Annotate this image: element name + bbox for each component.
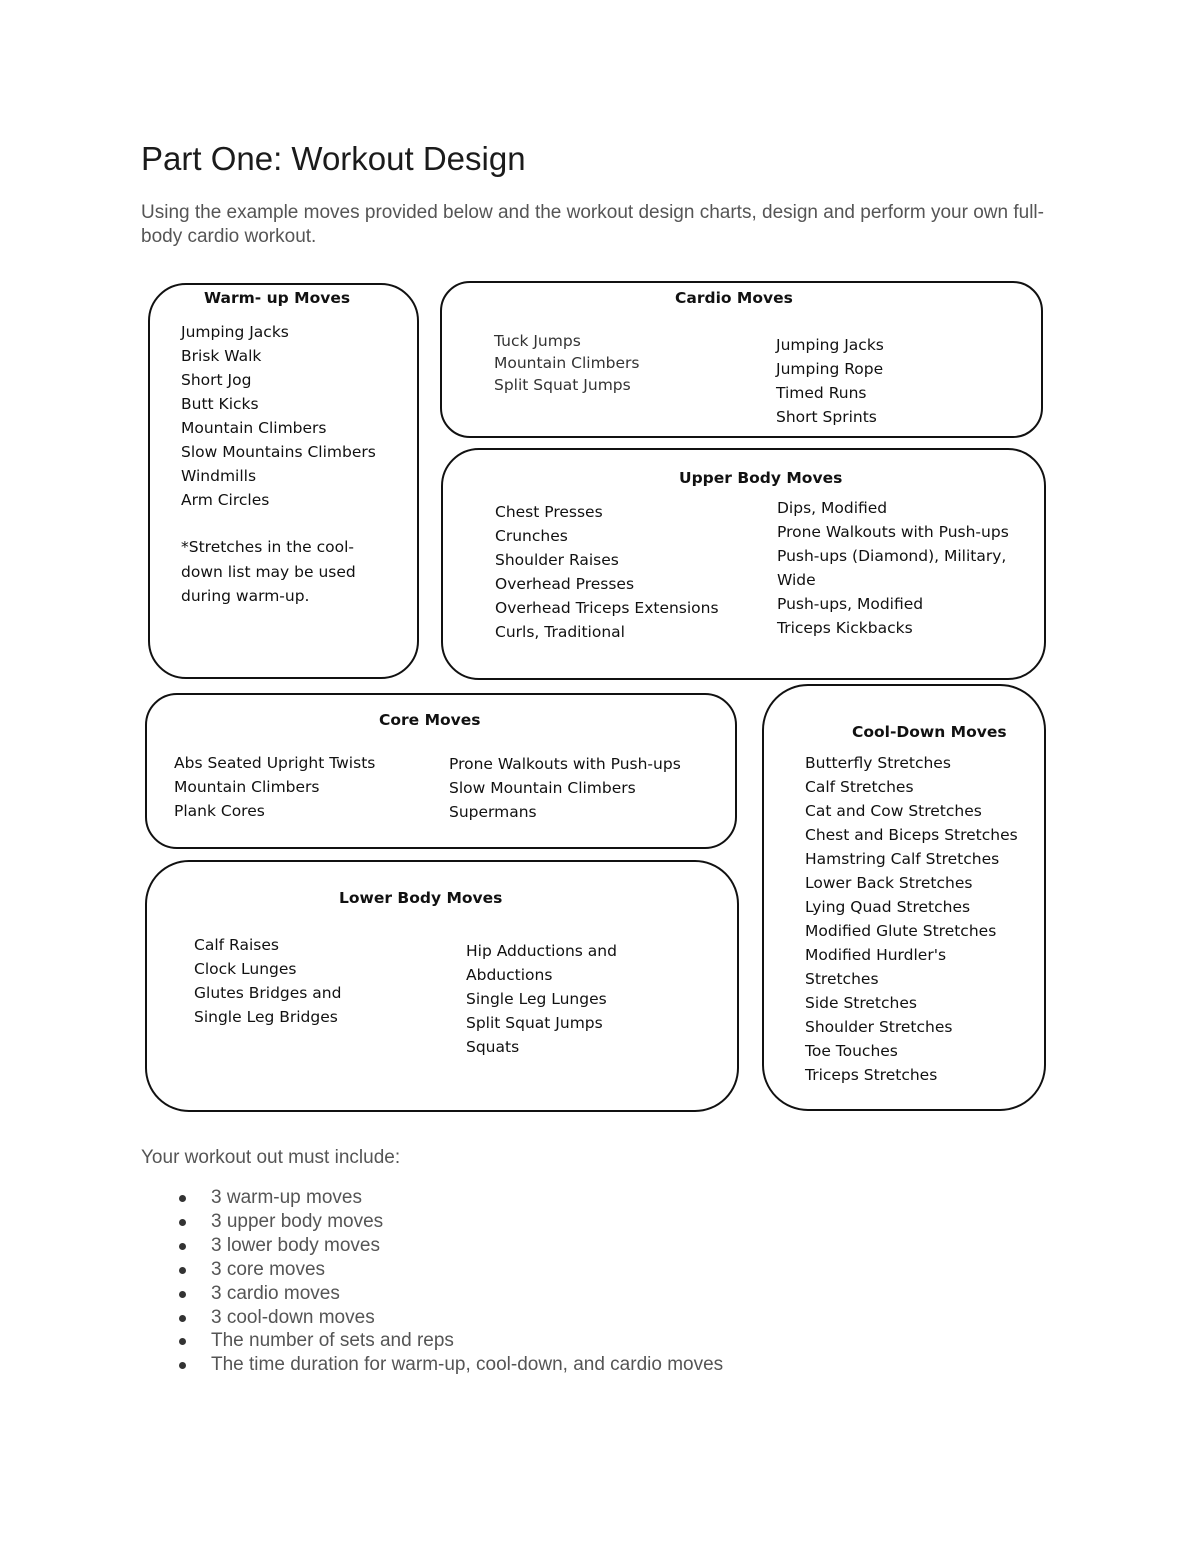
warmup-moves-list — [181, 320, 376, 512]
move-text: Stretches — [805, 970, 879, 988]
move-text: Toe Touches — [805, 1042, 898, 1060]
upper-body-moves-title: Upper Body Moves — [679, 469, 843, 487]
requirement-text: 3 lower body moves — [211, 1234, 380, 1256]
page-title: Part One: Workout Design — [141, 140, 526, 177]
move-text: Jumping Jacks — [776, 336, 884, 354]
move-item — [495, 548, 719, 572]
move-text: Slow Mountains Climbers — [181, 443, 376, 461]
move-text: Cat and Cow Stretches — [805, 802, 982, 820]
upper-body-moves-col2 — [777, 496, 1009, 640]
move-text: Triceps Kickbacks — [777, 619, 913, 637]
move-item — [777, 496, 1009, 520]
move-item — [181, 488, 376, 512]
move-text: Split Squat Jumps — [466, 1014, 603, 1032]
move-item — [181, 416, 376, 440]
requirement-item — [141, 1210, 723, 1234]
move-text: Timed Runs — [776, 384, 867, 402]
move-item — [777, 592, 1009, 616]
requirement-text: 3 cool-down moves — [211, 1306, 375, 1328]
move-item — [466, 963, 617, 987]
move-item — [181, 368, 376, 392]
move-item — [805, 751, 1018, 775]
move-text: Mountain Climbers — [181, 419, 327, 437]
move-text: Side Stretches — [805, 994, 917, 1012]
lower-body-moves-col2 — [466, 939, 617, 1059]
move-item — [495, 500, 719, 524]
move-item — [174, 751, 375, 775]
move-item — [776, 333, 884, 357]
move-item — [466, 939, 617, 963]
move-item — [466, 1011, 617, 1035]
move-item — [494, 352, 640, 374]
requirement-item — [141, 1353, 723, 1377]
core-moves-title: Core Moves — [379, 711, 481, 729]
core-moves-box — [145, 693, 737, 849]
move-item — [805, 967, 1018, 991]
move-item — [194, 957, 341, 981]
move-text: Push-ups (Diamond), Military, — [777, 547, 1007, 565]
move-item — [495, 572, 719, 596]
move-item — [495, 524, 719, 548]
core-moves-col2 — [449, 752, 681, 824]
move-item — [805, 1015, 1018, 1039]
move-item — [777, 616, 1009, 640]
move-item — [449, 800, 681, 824]
intro-paragraph: Using the example moves provided below and the workout design charts, design and perform your own full-body cardio workout. — [141, 202, 1044, 247]
move-item — [494, 374, 640, 396]
move-item — [494, 330, 640, 352]
lower-body-moves-box — [145, 860, 739, 1112]
move-item — [194, 933, 341, 957]
move-text: Windmills — [181, 467, 257, 485]
requirement-item — [141, 1186, 723, 1210]
move-item — [805, 775, 1018, 799]
move-item — [181, 344, 376, 368]
move-item — [174, 775, 375, 799]
bullet-icon — [179, 1315, 186, 1322]
move-item — [777, 520, 1009, 544]
move-text: Arm Circles — [181, 491, 270, 509]
bullet-icon — [179, 1219, 186, 1226]
move-item — [194, 1005, 341, 1029]
move-text: Glutes Bridges and — [194, 984, 342, 1002]
move-text: Brisk Walk — [181, 347, 262, 365]
move-text: Chest Presses — [495, 503, 603, 521]
move-item — [466, 987, 617, 1011]
move-item — [181, 320, 376, 344]
move-text: Slow Mountain Climbers — [449, 779, 636, 797]
requirement-item — [141, 1329, 723, 1353]
move-text: Lying Quad Stretches — [805, 898, 971, 916]
move-text: Dips, Modified — [777, 499, 888, 517]
move-text: Crunches — [495, 527, 568, 545]
warmup-note: *Stretches in the cool-down list may be used during warm-up. — [181, 538, 356, 605]
cooldown-moves-title: Cool-Down Moves — [852, 723, 1007, 741]
move-item — [466, 1035, 617, 1059]
requirements-lead: Your workout out must include: — [141, 1147, 401, 1168]
cardio-moves-box — [440, 281, 1043, 438]
move-text: Push-ups, Modified — [777, 595, 924, 613]
move-text: Overhead Triceps Extensions — [495, 599, 719, 617]
move-text: Hamstring Calf Stretches — [805, 850, 1000, 868]
move-item — [805, 847, 1018, 871]
move-item — [805, 823, 1018, 847]
move-text: Single Leg Bridges — [194, 1008, 338, 1026]
move-item — [776, 357, 884, 381]
cooldown-moves-list — [805, 751, 1018, 1087]
move-text: Mountain Climbers — [174, 778, 320, 796]
requirement-item — [141, 1282, 723, 1306]
move-text: Hip Adductions and — [466, 942, 617, 960]
move-text: Mountain Climbers — [494, 354, 640, 372]
move-item — [776, 381, 884, 405]
warmup-moves-box — [148, 283, 419, 679]
requirement-item — [141, 1234, 723, 1258]
move-text: Modified Glute Stretches — [805, 922, 997, 940]
move-text: Butt Kicks — [181, 395, 259, 413]
bullet-icon — [179, 1362, 186, 1369]
bullet-icon — [179, 1195, 186, 1202]
move-item — [495, 620, 719, 644]
move-item — [805, 895, 1018, 919]
move-item — [449, 776, 681, 800]
move-text: Split Squat Jumps — [494, 376, 631, 394]
cooldown-moves-box — [762, 684, 1046, 1111]
move-text: Prone Walkouts with Push-ups — [777, 523, 1009, 541]
move-text: Wide — [777, 571, 816, 589]
requirement-item — [141, 1306, 723, 1330]
cardio-moves-col2 — [776, 333, 884, 429]
requirement-text: 3 upper body moves — [211, 1210, 384, 1232]
lower-body-moves-col1 — [194, 933, 341, 1029]
move-item — [777, 544, 1009, 568]
move-text: Shoulder Stretches — [805, 1018, 953, 1036]
move-text: Triceps Stretches — [805, 1066, 938, 1084]
upper-body-moves-box — [441, 448, 1046, 680]
move-text: Butterfly Stretches — [805, 754, 951, 772]
move-text: Curls, Traditional — [495, 623, 625, 641]
move-item — [805, 943, 1018, 967]
bullet-icon — [179, 1291, 186, 1298]
move-text: Short Jog — [181, 371, 252, 389]
move-item — [805, 1063, 1018, 1087]
requirement-text: 3 warm-up moves — [211, 1187, 362, 1208]
move-text: Squats — [466, 1038, 520, 1056]
upper-body-moves-col1 — [495, 500, 719, 644]
requirements-list — [141, 1186, 723, 1377]
move-item — [495, 596, 719, 620]
move-text: Supermans — [449, 803, 537, 821]
move-text: Abductions — [466, 966, 553, 984]
move-item — [805, 919, 1018, 943]
move-item — [181, 440, 376, 464]
cardio-moves-title: Cardio Moves — [675, 289, 793, 307]
move-item — [181, 464, 376, 488]
move-text: Overhead Presses — [495, 575, 635, 593]
move-text: Clock Lunges — [194, 960, 297, 978]
move-text: Jumping Rope — [776, 360, 884, 378]
move-text: Plank Cores — [174, 802, 265, 820]
move-text: Calf Stretches — [805, 778, 914, 796]
cardio-moves-col1 — [494, 330, 640, 396]
move-text: Lower Back Stretches — [805, 874, 973, 892]
move-text: Short Sprints — [776, 408, 877, 426]
move-text: Jumping Jacks — [181, 323, 289, 341]
move-text: Shoulder Raises — [495, 551, 619, 569]
move-text: Single Leg Lunges — [466, 990, 607, 1008]
bullet-icon — [179, 1267, 186, 1274]
move-item — [777, 568, 1009, 592]
move-text: Calf Raises — [194, 936, 279, 954]
move-text: Tuck Jumps — [494, 332, 581, 350]
move-item — [776, 405, 884, 429]
requirement-item — [141, 1258, 723, 1282]
move-item — [805, 799, 1018, 823]
requirement-text: The number of sets and reps — [211, 1330, 454, 1352]
move-text: Chest and Biceps Stretches — [805, 826, 1018, 844]
move-item — [805, 1039, 1018, 1063]
warmup-moves-title: Warm- up Moves — [204, 289, 351, 307]
move-item — [449, 752, 681, 776]
move-item — [805, 871, 1018, 895]
move-item — [805, 991, 1018, 1015]
requirement-text: The time duration for warm-up, cool-down, and cardio moves — [211, 1354, 724, 1376]
requirement-text: 3 cardio moves — [211, 1282, 340, 1304]
move-text: Abs Seated Upright Twists — [174, 754, 376, 772]
bullet-icon — [179, 1243, 186, 1250]
requirement-text: 3 core moves — [211, 1258, 326, 1280]
move-text: Modified Hurdler's — [805, 946, 947, 964]
lower-body-moves-title: Lower Body Moves — [339, 889, 503, 907]
move-item — [194, 981, 341, 1005]
move-item — [181, 392, 376, 416]
bullet-icon — [179, 1338, 186, 1345]
move-item — [174, 799, 375, 823]
move-text: Prone Walkouts with Push-ups — [449, 755, 681, 773]
core-moves-col1 — [174, 751, 375, 823]
